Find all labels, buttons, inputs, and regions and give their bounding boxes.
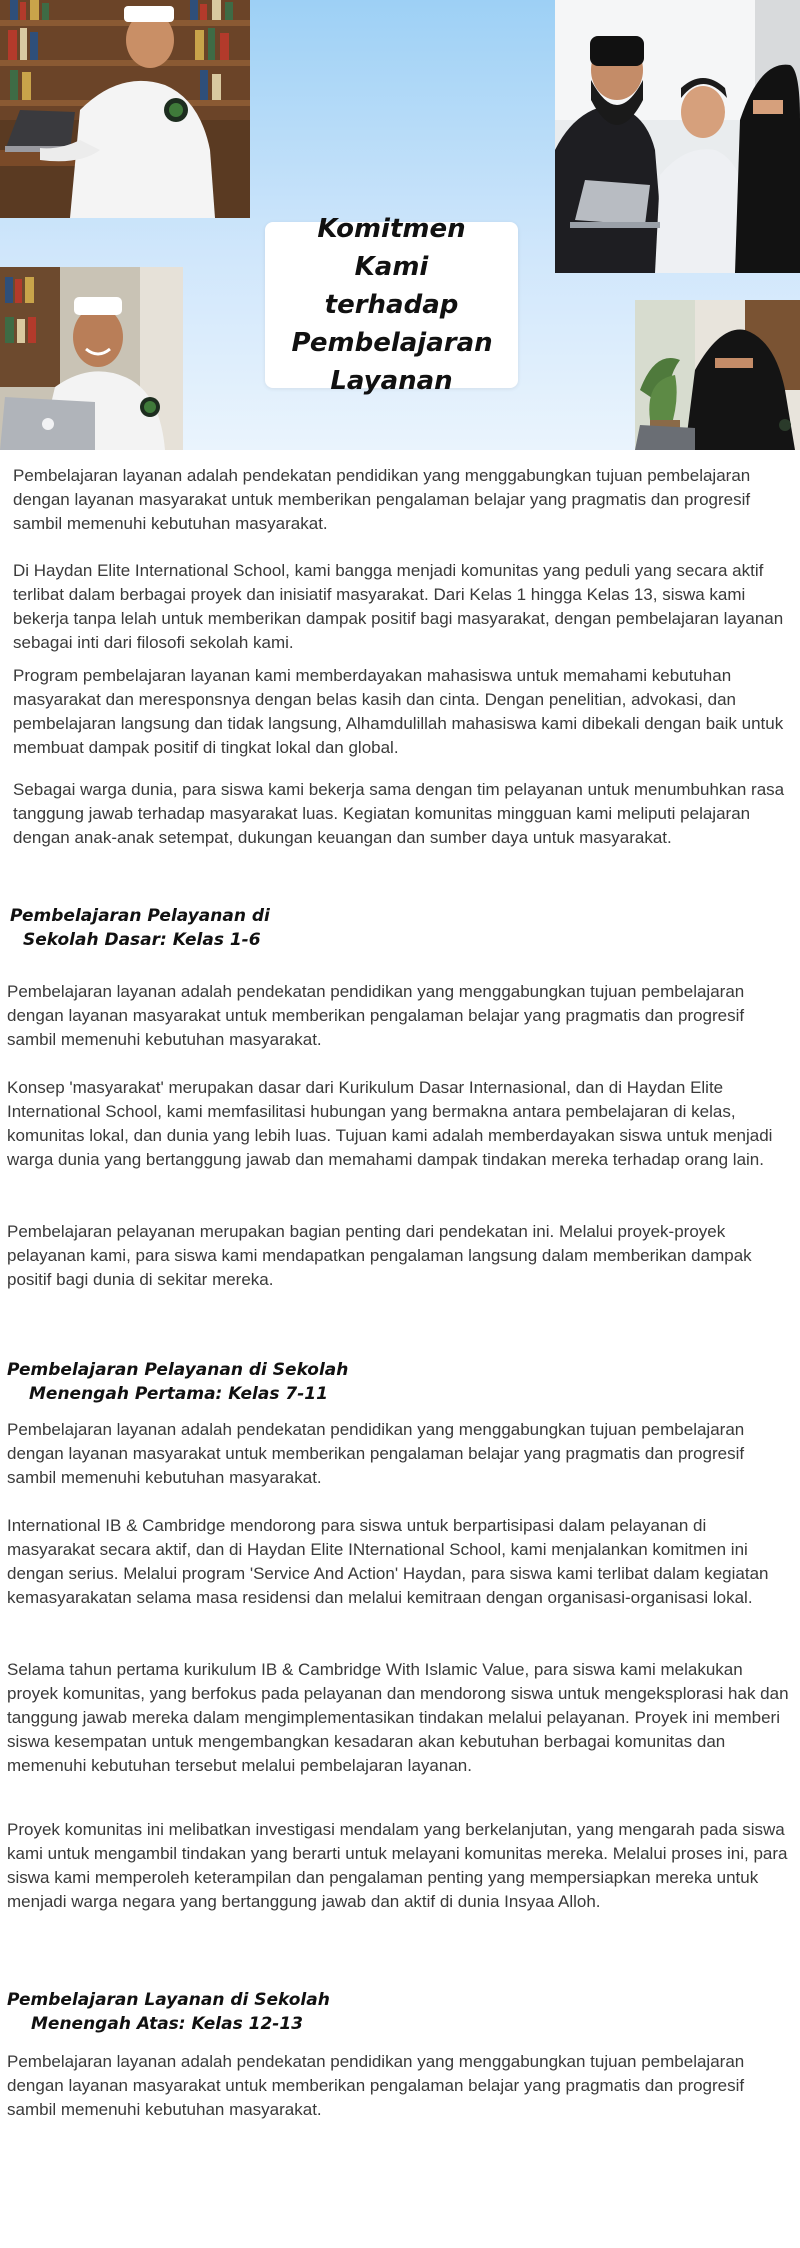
section-heading	[10, 904, 270, 952]
intro-paragraph: Di Haydan Elite International School, kami bangga menjadi komunitas yang peduli yang secara aktif terlibat dalam berbagai proyek dan inisiatif masyarakat. Dari Kelas 1 hingga Kelas 13, siswa kami bekerja tanpa lelah untuk memberikan dampak positif bagi masyarakat, dengan pembelajaran layanan sebagai inti dari filosofi sekolah kami.	[13, 561, 784, 652]
section-heading-line: Pembelajaran Pelayanan di	[10, 906, 270, 926]
section-paragraph: Selama tahun pertama kurikulum IB & Cambridge With Islamic Value, para siswa kami melakukan proyek komunitas, yang berfokus pada pelayanan dan mendorong siswa untuk mengeksplorasi hak dan tanggung jawab mereka dalam mengimplementasikan tindakan melalui pelayanan. Proyek ini memberi siswa kesempatan untuk mengembangkan kesadaran akan kebutuhan berbagai komunitas dan memenuhi kebutuhan tersebut melalui pembelajaran layanan.	[7, 1660, 789, 1775]
intro-paragraph: Program pembelajaran layanan kami memberdayakan mahasiswa untuk memahami kebutuhan masyarakat dan meresponsnya dengan belas kasih dan cinta. Dengan penelitian, advokasi, dan pembelajaran langsung dan tidak langsung, Alhamdulillah mahasiswa kami dibekali dengan baik untuk membuat dampak positif di tingkat lokal dan global.	[13, 666, 784, 757]
section-paragraph: Proyek komunitas ini melibatkan investigasi mendalam yang berkelanjutan, yang mengarah pada siswa kami untuk mengambil tindakan yang berarti untuk melayani komunitas mereka. Melalui proses ini, para siswa kami memperoleh keterampilan dan pengalaman penting yang mempersiapkan mereka untuk menjadi warga negara yang bertanggung jawab dan aktif di dunia Insyaa Alloh.	[7, 1820, 788, 1911]
student-niqab-photo	[635, 300, 800, 450]
section-heading	[7, 1358, 348, 1406]
section-paragraph: Konsep 'masyarakat' merupakan dasar dari Kurikulum Dasar Internasional, dan di Haydan Elite International School, kami memfasilitasi hubungan yang bermakna antara pembelajaran di kelas, komunitas lokal, dan dunia yang lebih luas. Tujuan kami adalah memberdayakan siswa untuk menjadi warga dunia yang bertanggung jawab dan memahami dampak tindakan mereka terhadap orang lain.	[7, 1078, 773, 1169]
page-title: Komitmen Kami terhadap Pembelajaran Layanan	[291, 214, 493, 396]
intro-paragraph: Sebagai warga dunia, para siswa kami bekerja sama dengan tim pelayanan untuk menumbuhkan rasa tanggung jawab terhadap masyarakat luas. Kegiatan komunitas mingguan kami meliputi pelajaran dengan anak-anak setempat, dukungan keuangan dan sumber daya untuk masyarakat.	[13, 780, 785, 847]
section-heading	[7, 1988, 330, 2036]
section-heading-line: Pembelajaran Pelayanan di Sekolah	[7, 1360, 349, 1380]
hero-title-card	[265, 214, 518, 396]
section-paragraph: International IB & Cambridge mendorong para siswa untuk berpartisipasi dalam pelayanan di masyarakat secara aktif, dan di Haydan Elite INternational School, kami menjalankan komitmen ini dengan serius. Melalui program 'Service And Action' Haydan, para siswa kami terlibat dalam kegiatan kemasyarakatan selama masa residensi dan melalui kemitraan dengan organisasi-organisasi lokal.	[7, 1516, 769, 1607]
section-paragraph: Pembelajaran layanan adalah pendekatan pendidikan yang menggabungkan tujuan pembelajaran dengan layanan masyarakat untuk memberikan pengalaman belajar yang pragmatis dan progresif sambil memenuhi kebutuhan masyarakat.	[7, 1420, 745, 1487]
section-paragraph: Pembelajaran layanan adalah pendekatan pendidikan yang menggabungkan tujuan pembelajaran dengan layanan masyarakat untuk memberikan pengalaman belajar yang pragmatis dan progresif sambil memenuhi kebutuhan masyarakat.	[7, 982, 745, 1049]
family-laptop-photo	[555, 0, 800, 273]
hero-banner	[0, 0, 800, 450]
section-heading-line: Menengah Pertama: Kelas 7-11	[29, 1384, 328, 1404]
section-heading-line: Sekolah Dasar: Kelas 1-6	[23, 930, 261, 950]
section-heading-line: Pembelajaran Layanan di Sekolah	[7, 1990, 330, 2010]
section-paragraph: Pembelajaran layanan adalah pendekatan pendidikan yang menggabungkan tujuan pembelajaran dengan layanan masyarakat untuk memberikan pengalaman belajar yang pragmatis dan progresif sambil memenuhi kebutuhan masyarakat.	[7, 2052, 745, 2119]
intro-paragraph: Pembelajaran layanan adalah pendekatan pendidikan yang menggabungkan tujuan pembelajaran dengan layanan masyarakat untuk memberikan pengalaman belajar yang pragmatis dan progresif sambil memenuhi kebutuhan masyarakat.	[13, 466, 751, 533]
student-library-photo	[0, 0, 250, 218]
section-heading-line: Menengah Atas: Kelas 12-13	[31, 2014, 303, 2034]
section-paragraph: Pembelajaran pelayanan merupakan bagian penting dari pendekatan ini. Melalui proyek-proyek pelayanan kami, para siswa kami mendapatkan pengalaman langsung dalam memberikan dampak positif bagi dunia di sekitar mereka.	[7, 1222, 752, 1289]
student-smiling-photo	[0, 267, 183, 450]
